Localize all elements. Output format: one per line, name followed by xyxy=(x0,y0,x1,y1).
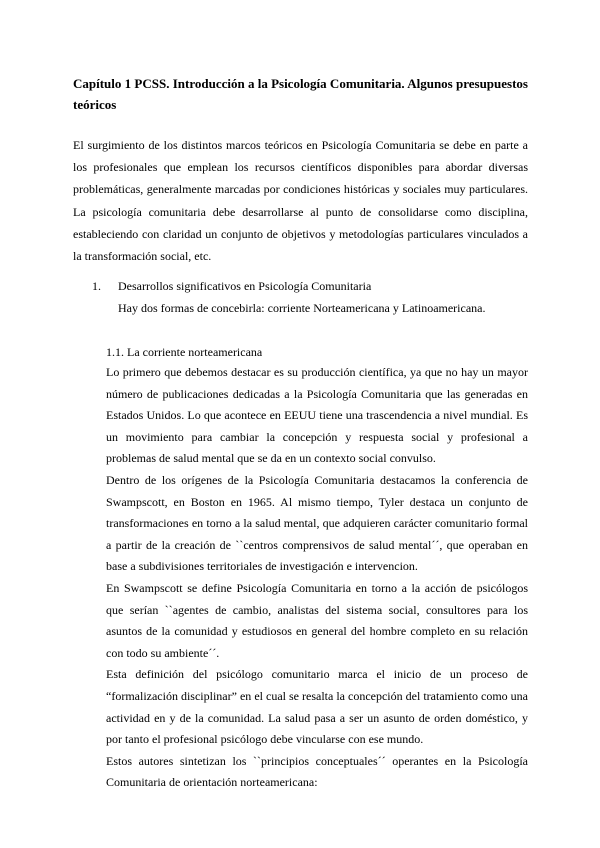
numbered-list-item xyxy=(92,275,532,297)
section-heading: 1.1. La corriente norteamericana xyxy=(106,345,263,359)
list-heading: Desarrollos significativos en Psicología Comunitaria xyxy=(118,279,372,293)
section-paragraph: En Swampscott se define Psicología Comunitaria en torno a la acción de psicólogos que serían ``agentes de cambio, analistas del sistema social, consultores para los asuntos de la comunidad y estudiosos en general del hombre completo en su relación con todo su ambiente´´. xyxy=(106,580,528,660)
section-paragraph: Dentro de los orígenes de la Psicología Comunitaria destacamos la conferencia de Swampscott, en Boston en 1965. Al mismo tiempo, Tyler destaca un conjunto de transformaciones en torno a la salud mental, que adquieren carácter comunitario formal a partir de la creación de ``centros comprensivos de salud mental´´, que operaban en base a subdivisiones territoriales de investigación e intervencion. xyxy=(106,472,528,574)
list-subtext: Hay dos formas de concebirla: corriente Norteamericana y Latinoamericana. xyxy=(118,301,486,315)
section-body xyxy=(106,362,528,794)
section-paragraph: Estos autores sintetizan los ``principios conceptuales´´ operantes en la Psicología Comunitaria de orientación norteamericana: xyxy=(106,753,528,790)
section-paragraph: Lo primero que debemos destacar es su producción científica, ya que no hay un mayor número de publicaciones dedicadas a la Psicología Comunitaria que las generadas en Estados Unidos. Lo que acontece en EEUU tiene una trascendencia a nivel mundial. Es un movimiento para cambiar la concepción y respuesta social y profesional a problemas de salud mental que se da en un contexto social convulso. xyxy=(106,365,528,466)
section-paragraph: Esta definición del psicólogo comunitario marca el inicio de un proceso de “formalización disciplinar” en el cual se resalta la concepción del tratamiento como una actividad en y de la comunidad. La salud pasa a ser un asunto de orden doméstico, y por tanto el profesional psicólogo debe vincularse con ese mundo. xyxy=(106,667,528,747)
intro-paragraph: El surgimiento de los distintos marcos teóricos en Psicología Comunitaria se debe en parte a los profesionales que emplean los recursos científicos disponibles para abordar diversas problemáticas, generalmente marcadas por condiciones históricas y sociales muy particulares. La psicología comunitaria debe desarrollarse al punto de consolidarse como disciplina, estableciendo con claridad un conjunto de objetivos y metodologías particulares vinculados a la transformación social, etc. xyxy=(73,138,528,264)
chapter-title: Capítulo 1 PCSS. Introducción a la Psicología Comunitaria. Algunos presupuestos teóricos xyxy=(73,76,528,112)
list-number: 1. xyxy=(92,279,101,293)
